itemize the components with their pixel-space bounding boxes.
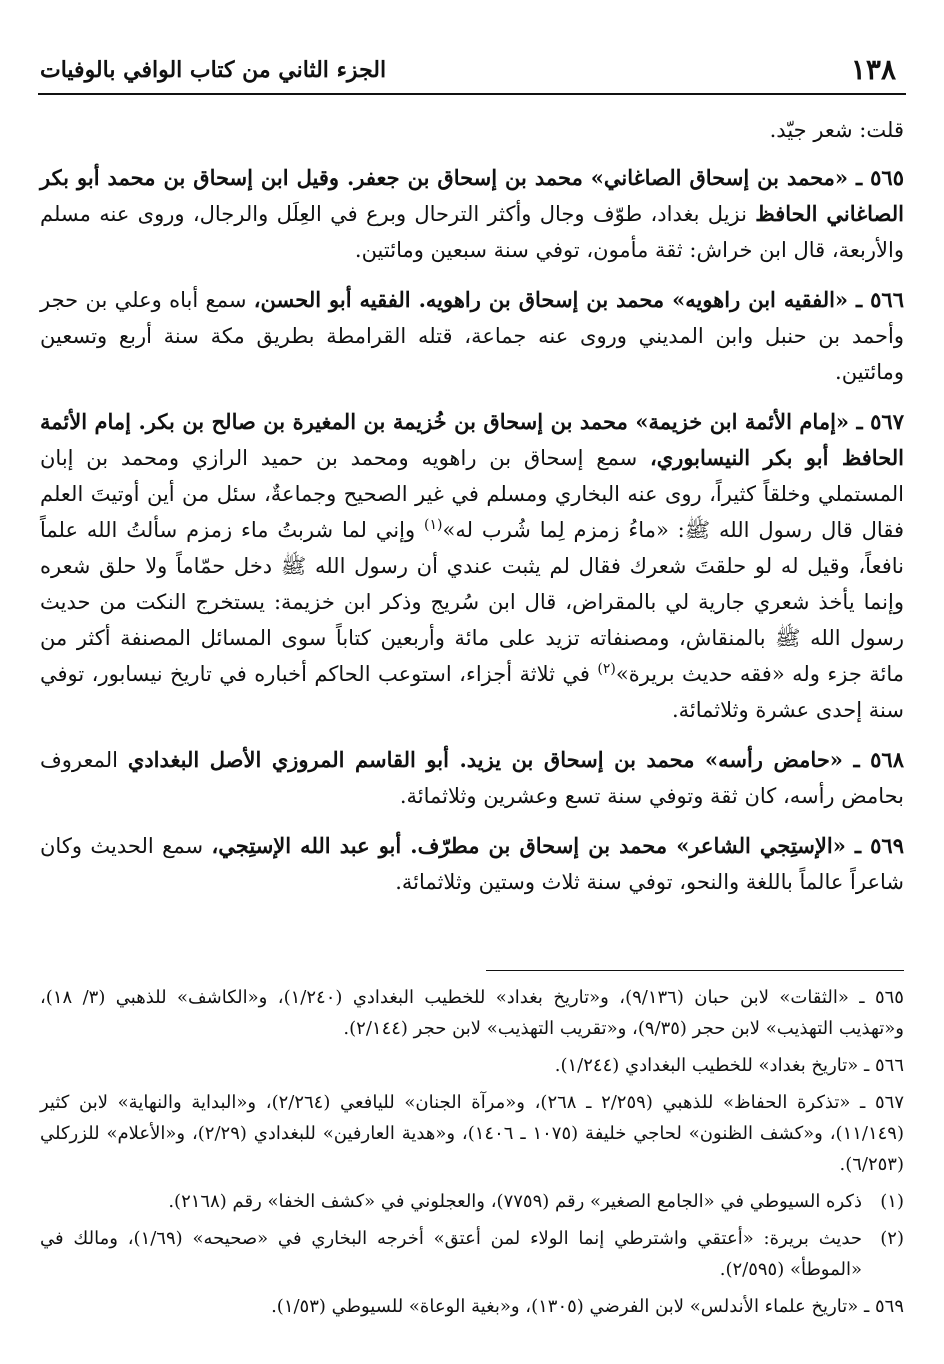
footnote-565: ٥٦٥ ـ «الثقات» لابن حبان (٩/١٣٦)، و«تاريخ بغداد» للخطيب البغدادي (١/٢٤٠)، و«الكاشف» للذهبي (٣/ ١٨)، و«تهذيب التهذيب» لابن حجر (٩/٣٥)، و«تقريب التهذيب» لابن حجر (٢/١٤٤). <box>40 987 904 1039</box>
entry-568-text: المعروف بحامض رأسه، كان ثقة وتوفي سنة تسع وعشرين وثلاثمائة. <box>40 748 904 808</box>
entry-566-text: سمع أباه وعلي بن حجر وأحمد بن حنبل وابن المديني وروى عنه جماعة، قتله القرامطة بطريق مكة سنة أربع وتسعين ومائتين. <box>40 288 904 384</box>
page-header <box>40 52 904 88</box>
footnote-rule <box>486 970 904 971</box>
entry-565-heading: ٥٦٥ ـ «محمد بن إسحاق الصاغاني» محمد بن إسحاق بن جعفر. وقيل ابن إسحاق بن محمد أبو بكر الصاغاني الحافظ <box>40 165 904 226</box>
footnote-1-number: (١) <box>880 1191 904 1212</box>
entry-569-text: سمع الحديث وكان شاعراً عالماً باللغة والنحو، توفي سنة ثلاث وستين وثلاثمائة. <box>40 834 904 894</box>
entry-569 <box>40 828 904 900</box>
running-title: الجزء الثاني من كتاب الوافي بالوفيات <box>40 57 387 83</box>
entry-568-heading: ٥٦٨ ـ «حامض رأسه» محمد بن إسحاق بن يزيد. أبو القاسم المروزي الأصل البغدادي <box>127 747 904 772</box>
page-number: ١٣٨ <box>850 53 896 86</box>
footnote-1 <box>40 1186 904 1217</box>
entry-568 <box>40 742 904 814</box>
header-rule <box>38 93 906 95</box>
footnote-1-text: ذكره السيوطي في «الجامع الصغير» رقم (٧٧٥٩)، والعجلوني في «كشف الخفا» رقم (٢١٦٨). <box>168 1191 862 1212</box>
entry-567 <box>40 404 904 728</box>
footnote-2-number: (٢) <box>880 1228 904 1249</box>
footnote-566: ٥٦٦ ـ «تاريخ بغداد» للخطيب البغدادي (١/٢٤٤). <box>554 1055 904 1076</box>
entry-566 <box>40 282 904 390</box>
footnotes <box>40 982 904 1328</box>
footnote-2 <box>40 1223 904 1285</box>
entry-567-text-a: سمع إسحاق بن راهويه ومحمد بن حميد الرازي ومحمد بن إبان المستملي وخلقاً كثيراً، روى عنه البخاري ومسلم في غير الصحيح وجماعةٌ، سئل من أين أوتيتَ العلم فقال قال رسول الله ﷺ: «ماءُ زمزم لِما شُرب له» <box>40 446 904 542</box>
entry-569-heading: ٥٦٩ ـ «الإستِجي الشاعر» محمد بن إسحاق بن مطرّف. أبو عبد الله الإستِجي، <box>211 833 904 858</box>
footnote-569: ٥٦٩ ـ «تاريخ علماء الأندلس» لابن الفرضي (١٣٠٥)، و«بغية الوعاة» للسيوطي (١/٥٣). <box>271 1296 904 1317</box>
note-ref-2: (٢) <box>597 661 616 677</box>
main-text <box>40 112 904 914</box>
entry-567-text-b: وإني لما شربتُ ماء زمزم سألتُ الله علماً نافعاً، وقيل له لو حلقتَ شعرك فقال لم يثبت عندي أن رسول الله ﷺ دخل حمّاماً ولا حلق شعره وإنما يأخذ شعري جارية لي بالمقراض، قال ابن سُريج وذكر ابن خزيمة: يستخرج النكت من حديث رسول الله ﷺ بالمنقاش، ومصنفاته تزيد على مائة وأربعين كتاباً سوى المسائل المصنفة أكثر من مائة جزء وله «فقه حديث بريرة» <box>40 518 904 686</box>
entry-565 <box>40 160 904 268</box>
footnote-567: ٥٦٧ ـ «تذكرة الحفاظ» للذهبي (٢/٢٥٩ ـ ٢٦٨)، و«مرآة الجنان» لليافعي (٢/٢٦٤)، و«البداية والنهاية» لابن كثير (١١/١٤٩)، و«كشف الظنون» لحاجي خليفة (١٠٧٥ ـ ١٤٠٦)، و«هدية العارفين» للبغدادي (٢/٢٩)، و«الأعلام» للزركلي (٦/٢٥٣). <box>40 1092 905 1175</box>
entry-567-text-c: في ثلاثة أجزاء، استوعب الحاكم أخباره في تاريخ نيسابور، توفي سنة إحدى عشرة وثلاثمائة. <box>40 662 904 722</box>
entry-565-text: نزيل بغداد، طوّف وجال وأكثر الترحال وبرع في العِلَل والرجال، وروى عنه مسلم والأربعة، قال ابن خراش: ثقة مأمون، توفي سنة سبعين ومائتين. <box>40 202 904 262</box>
entry-566-heading: ٥٦٦ ـ «الفقيه ابن راهويه» محمد بن إسحاق بن راهويه. الفقيه أبو الحسن، <box>253 287 904 312</box>
entry-567-heading: ٥٦٧ ـ «إمام الأئمة ابن خزيمة» محمد بن إسحاق بن خُزيمة بن المغيرة بن صالح بن بكر. إمام الأئمة الحافظ أبو بكر النيسابوري، <box>40 409 904 470</box>
qult-paragraph: قلت: شعر جيّد. <box>769 118 904 142</box>
footnote-2-text: حديث بريرة: «أعتقي واشترطي إنما الولاء لمن أعتق» أخرجه البخاري في «صحيحه» (١/٦٩)، ومالك في «الموطأ» (٢/٥٩٥). <box>40 1228 862 1280</box>
note-ref-1: (١) <box>424 517 443 533</box>
